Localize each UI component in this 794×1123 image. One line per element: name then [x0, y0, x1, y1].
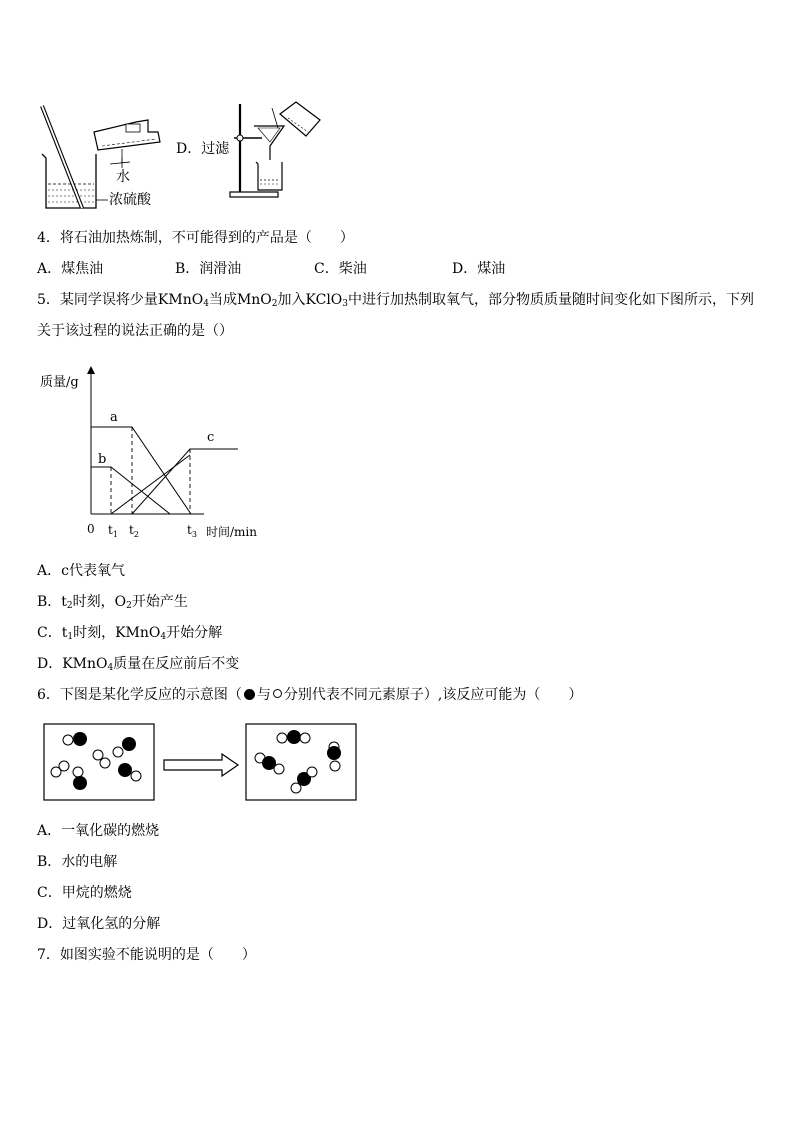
- water-label: 水: [116, 169, 130, 185]
- beaker-outline: [42, 154, 96, 208]
- q6-option-a: A．一氧化碳的燃烧: [37, 823, 160, 839]
- q5-option-a: A．c代表氧气: [37, 563, 125, 579]
- q4-option-a: A．煤焦油: [37, 261, 104, 277]
- origin-label: 0: [87, 522, 95, 536]
- q4-option-d: D．煤油: [452, 261, 506, 277]
- tick-label-t3: $t_3$: [187, 523, 197, 539]
- white-atom-icon: [273, 689, 282, 698]
- reaction-arrow: [164, 754, 238, 776]
- series-label-a: a: [110, 410, 118, 425]
- question-5-stem-line2: 关于该过程的说法正确的是（）: [37, 323, 233, 339]
- pouring-beaker: [280, 102, 320, 136]
- q4-option-c: C．柴油: [314, 261, 367, 277]
- option-d-filtration: D．过滤: [176, 141, 230, 157]
- q5-option-d: D．KMnO$_4$质量在反应前后不变: [37, 656, 240, 673]
- q5-option-c: C．$t_1$时刻，KMnO$_4$开始分解: [37, 625, 223, 642]
- tick-label-t1: $t_1$: [108, 523, 118, 539]
- question-6-stem: 6．下图是某化学反应的示意图（ 与 分别代表不同元素原子）,该反应可能为（ ）: [37, 687, 583, 703]
- series-label-c: c: [207, 430, 215, 445]
- series-b-line: [91, 467, 170, 514]
- x-axis-label: 时间/min: [206, 525, 257, 539]
- y-axis-label: 质量/g: [40, 375, 79, 390]
- tick-label-t2: $t_2$: [129, 523, 139, 539]
- acid-label: 浓硫酸: [109, 192, 151, 208]
- filtration-apparatus-figure: [228, 98, 324, 202]
- q6-option-b: B．水的电解: [37, 854, 118, 870]
- q5-option-b: B．$t_2$时刻，$O_2$开始产生: [37, 594, 188, 611]
- q4-option-b: B．润滑油: [175, 261, 242, 277]
- q6-option-d: D．过氧化氢的分解: [37, 916, 161, 932]
- question-4-stem: 4．将石油加热炼制，不可能得到的产品是（ ）: [37, 230, 354, 246]
- question-7-stem: 7．如图实验不能说明的是（ ）: [37, 947, 256, 963]
- series-d-line: [111, 455, 190, 514]
- black-atom-icon: [244, 689, 255, 700]
- funnel: [254, 126, 284, 160]
- reaction-diagram: [42, 722, 358, 804]
- series-label-b: b: [98, 452, 107, 467]
- series-a-line: [91, 427, 191, 514]
- collecting-beaker: [256, 162, 282, 190]
- mass-time-chart: [36, 362, 266, 544]
- question-5-stem-line1: 5．某同学误将少量KMnO$_4$当成MnO$_2$加入KClO$_3$中进行加热制取氧气，部分物质质量随时间变化如下图所示，下列: [37, 292, 755, 309]
- q6-option-c: C．甲烷的燃烧: [37, 885, 132, 901]
- dilution-apparatus-figure: [36, 102, 176, 214]
